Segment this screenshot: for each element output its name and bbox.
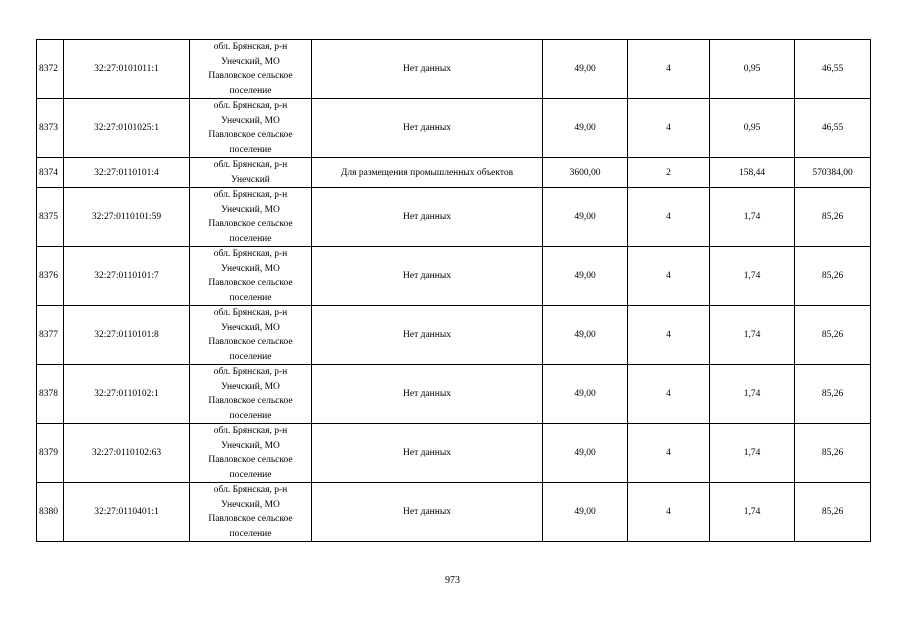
cell-area: 49,00 — [543, 188, 628, 247]
address-line: поселение — [229, 410, 272, 421]
cell-cadastral-number: 32:27:0110101:8 — [64, 306, 190, 365]
address-line: поселение — [229, 233, 272, 244]
cell-group: 4 — [628, 483, 710, 542]
cell-cadastral-number: 32:27:0101025:1 — [64, 99, 190, 158]
address-line: обл. Брянская, р-н — [213, 426, 288, 436]
address-line: Павловское сельское — [208, 337, 293, 347]
address-line: Унечский, МО — [221, 204, 280, 215]
cell-group: 4 — [628, 247, 710, 306]
cell-number: 8380 — [37, 483, 64, 542]
page-number: 973 — [445, 575, 460, 586]
cell-number: 8374 — [37, 158, 64, 188]
address-line: поселение — [229, 528, 272, 539]
cell-cadastral-number: 32:27:0110102:63 — [64, 424, 190, 483]
address-line: Унечский, МО — [221, 381, 280, 392]
address-line: обл. Брянская, р-н — [213, 160, 288, 170]
cell-cadastral-number: 32:27:0110101:4 — [64, 158, 190, 188]
cell-address — [190, 483, 312, 542]
cell-address — [190, 99, 312, 158]
cell-address — [190, 247, 312, 306]
table-row — [37, 365, 871, 424]
cell-number: 8377 — [37, 306, 64, 365]
table-row — [37, 247, 871, 306]
cell-area: 49,00 — [543, 365, 628, 424]
cell-permitted-use: Нет данных — [312, 40, 543, 99]
cell-number: 8375 — [37, 188, 64, 247]
cell-specific-value: 1,74 — [710, 365, 795, 424]
cell-specific-value: 158,44 — [710, 158, 795, 188]
address-line: обл. Брянская, р-н — [213, 367, 288, 377]
address-line: поселение — [229, 351, 272, 362]
cell-area: 49,00 — [543, 483, 628, 542]
land-registry-table — [36, 39, 871, 542]
address-line: обл. Брянская, р-н — [213, 42, 288, 52]
address-line: поселение — [229, 144, 272, 155]
cell-permitted-use: Нет данных — [312, 365, 543, 424]
cell-address — [190, 424, 312, 483]
cell-cadastral-number: 32:27:0110101:59 — [64, 188, 190, 247]
table-row — [37, 99, 871, 158]
cell-permitted-use: Нет данных — [312, 424, 543, 483]
cell-cadastral-value: 46,55 — [795, 99, 871, 158]
table-row — [37, 188, 871, 247]
cell-cadastral-number: 32:27:0110102:1 — [64, 365, 190, 424]
address-line: Унечский, МО — [221, 115, 280, 126]
cell-permitted-use: Нет данных — [312, 306, 543, 365]
cell-group: 4 — [628, 424, 710, 483]
cell-cadastral-value: 570384,00 — [795, 158, 871, 188]
cell-permitted-use: Для размещения промышленных объектов — [312, 158, 543, 188]
cell-specific-value: 1,74 — [710, 306, 795, 365]
address-line: Унечский, МО — [221, 499, 280, 510]
cell-area: 49,00 — [543, 99, 628, 158]
cell-group: 4 — [628, 188, 710, 247]
table-row — [37, 158, 871, 188]
cell-group: 4 — [628, 40, 710, 99]
cell-specific-value: 1,74 — [710, 188, 795, 247]
table-body — [37, 40, 871, 542]
address-line: обл. Брянская, р-н — [213, 485, 288, 495]
cell-area: 49,00 — [543, 306, 628, 365]
address-line: Павловское сельское — [208, 514, 293, 524]
cell-cadastral-value: 85,26 — [795, 247, 871, 306]
cell-number: 8376 — [37, 247, 64, 306]
cell-cadastral-value: 85,26 — [795, 424, 871, 483]
cell-specific-value: 0,95 — [710, 99, 795, 158]
cell-address — [190, 306, 312, 365]
cell-cadastral-value: 85,26 — [795, 306, 871, 365]
cell-area: 49,00 — [543, 247, 628, 306]
cell-cadastral-value: 85,26 — [795, 483, 871, 542]
cell-group: 2 — [628, 158, 710, 188]
address-line: Павловское сельское — [208, 278, 293, 288]
cell-group: 4 — [628, 365, 710, 424]
address-line: Унечский, МО — [221, 263, 280, 274]
address-line: Павловское сельское — [208, 455, 293, 465]
address-line: Унечский — [231, 174, 270, 185]
cell-specific-value: 1,74 — [710, 483, 795, 542]
table-row — [37, 306, 871, 365]
address-line: Унечский, МО — [221, 440, 280, 451]
address-line: обл. Брянская, р-н — [213, 308, 288, 318]
address-line: Павловское сельское — [208, 219, 293, 229]
cell-number: 8373 — [37, 99, 64, 158]
cell-cadastral-value: 46,55 — [795, 40, 871, 99]
table-row — [37, 40, 871, 99]
cell-permitted-use: Нет данных — [312, 188, 543, 247]
address-line: поселение — [229, 469, 272, 480]
cell-specific-value: 0,95 — [710, 40, 795, 99]
cell-address — [190, 158, 312, 188]
table-row — [37, 424, 871, 483]
cell-permitted-use: Нет данных — [312, 99, 543, 158]
address-line: Павловское сельское — [208, 130, 293, 140]
address-line: обл. Брянская, р-н — [213, 101, 288, 111]
cell-address — [190, 365, 312, 424]
cell-area: 3600,00 — [543, 158, 628, 188]
address-line: Павловское сельское — [208, 71, 293, 81]
cell-address — [190, 188, 312, 247]
address-line: поселение — [229, 85, 272, 96]
cell-cadastral-value: 85,26 — [795, 188, 871, 247]
cell-address — [190, 40, 312, 99]
table-row — [37, 483, 871, 542]
cell-number: 8378 — [37, 365, 64, 424]
address-line: обл. Брянская, р-н — [213, 249, 288, 259]
address-line: Павловское сельское — [208, 396, 293, 406]
cell-cadastral-number: 32:27:0110401:1 — [64, 483, 190, 542]
cell-cadastral-value: 85,26 — [795, 365, 871, 424]
cell-group: 4 — [628, 306, 710, 365]
cell-cadastral-number: 32:27:0110101:7 — [64, 247, 190, 306]
cell-group: 4 — [628, 99, 710, 158]
cell-number: 8372 — [37, 40, 64, 99]
cell-permitted-use: Нет данных — [312, 247, 543, 306]
cell-area: 49,00 — [543, 424, 628, 483]
cell-specific-value: 1,74 — [710, 247, 795, 306]
cell-area: 49,00 — [543, 40, 628, 99]
address-line: Унечский, МО — [221, 322, 280, 333]
address-line: Унечский, МО — [221, 56, 280, 67]
address-line: обл. Брянская, р-н — [213, 190, 288, 200]
cell-cadastral-number: 32:27:0101011:1 — [64, 40, 190, 99]
cell-permitted-use: Нет данных — [312, 483, 543, 542]
cell-specific-value: 1,74 — [710, 424, 795, 483]
address-line: поселение — [229, 292, 272, 303]
cell-number: 8379 — [37, 424, 64, 483]
